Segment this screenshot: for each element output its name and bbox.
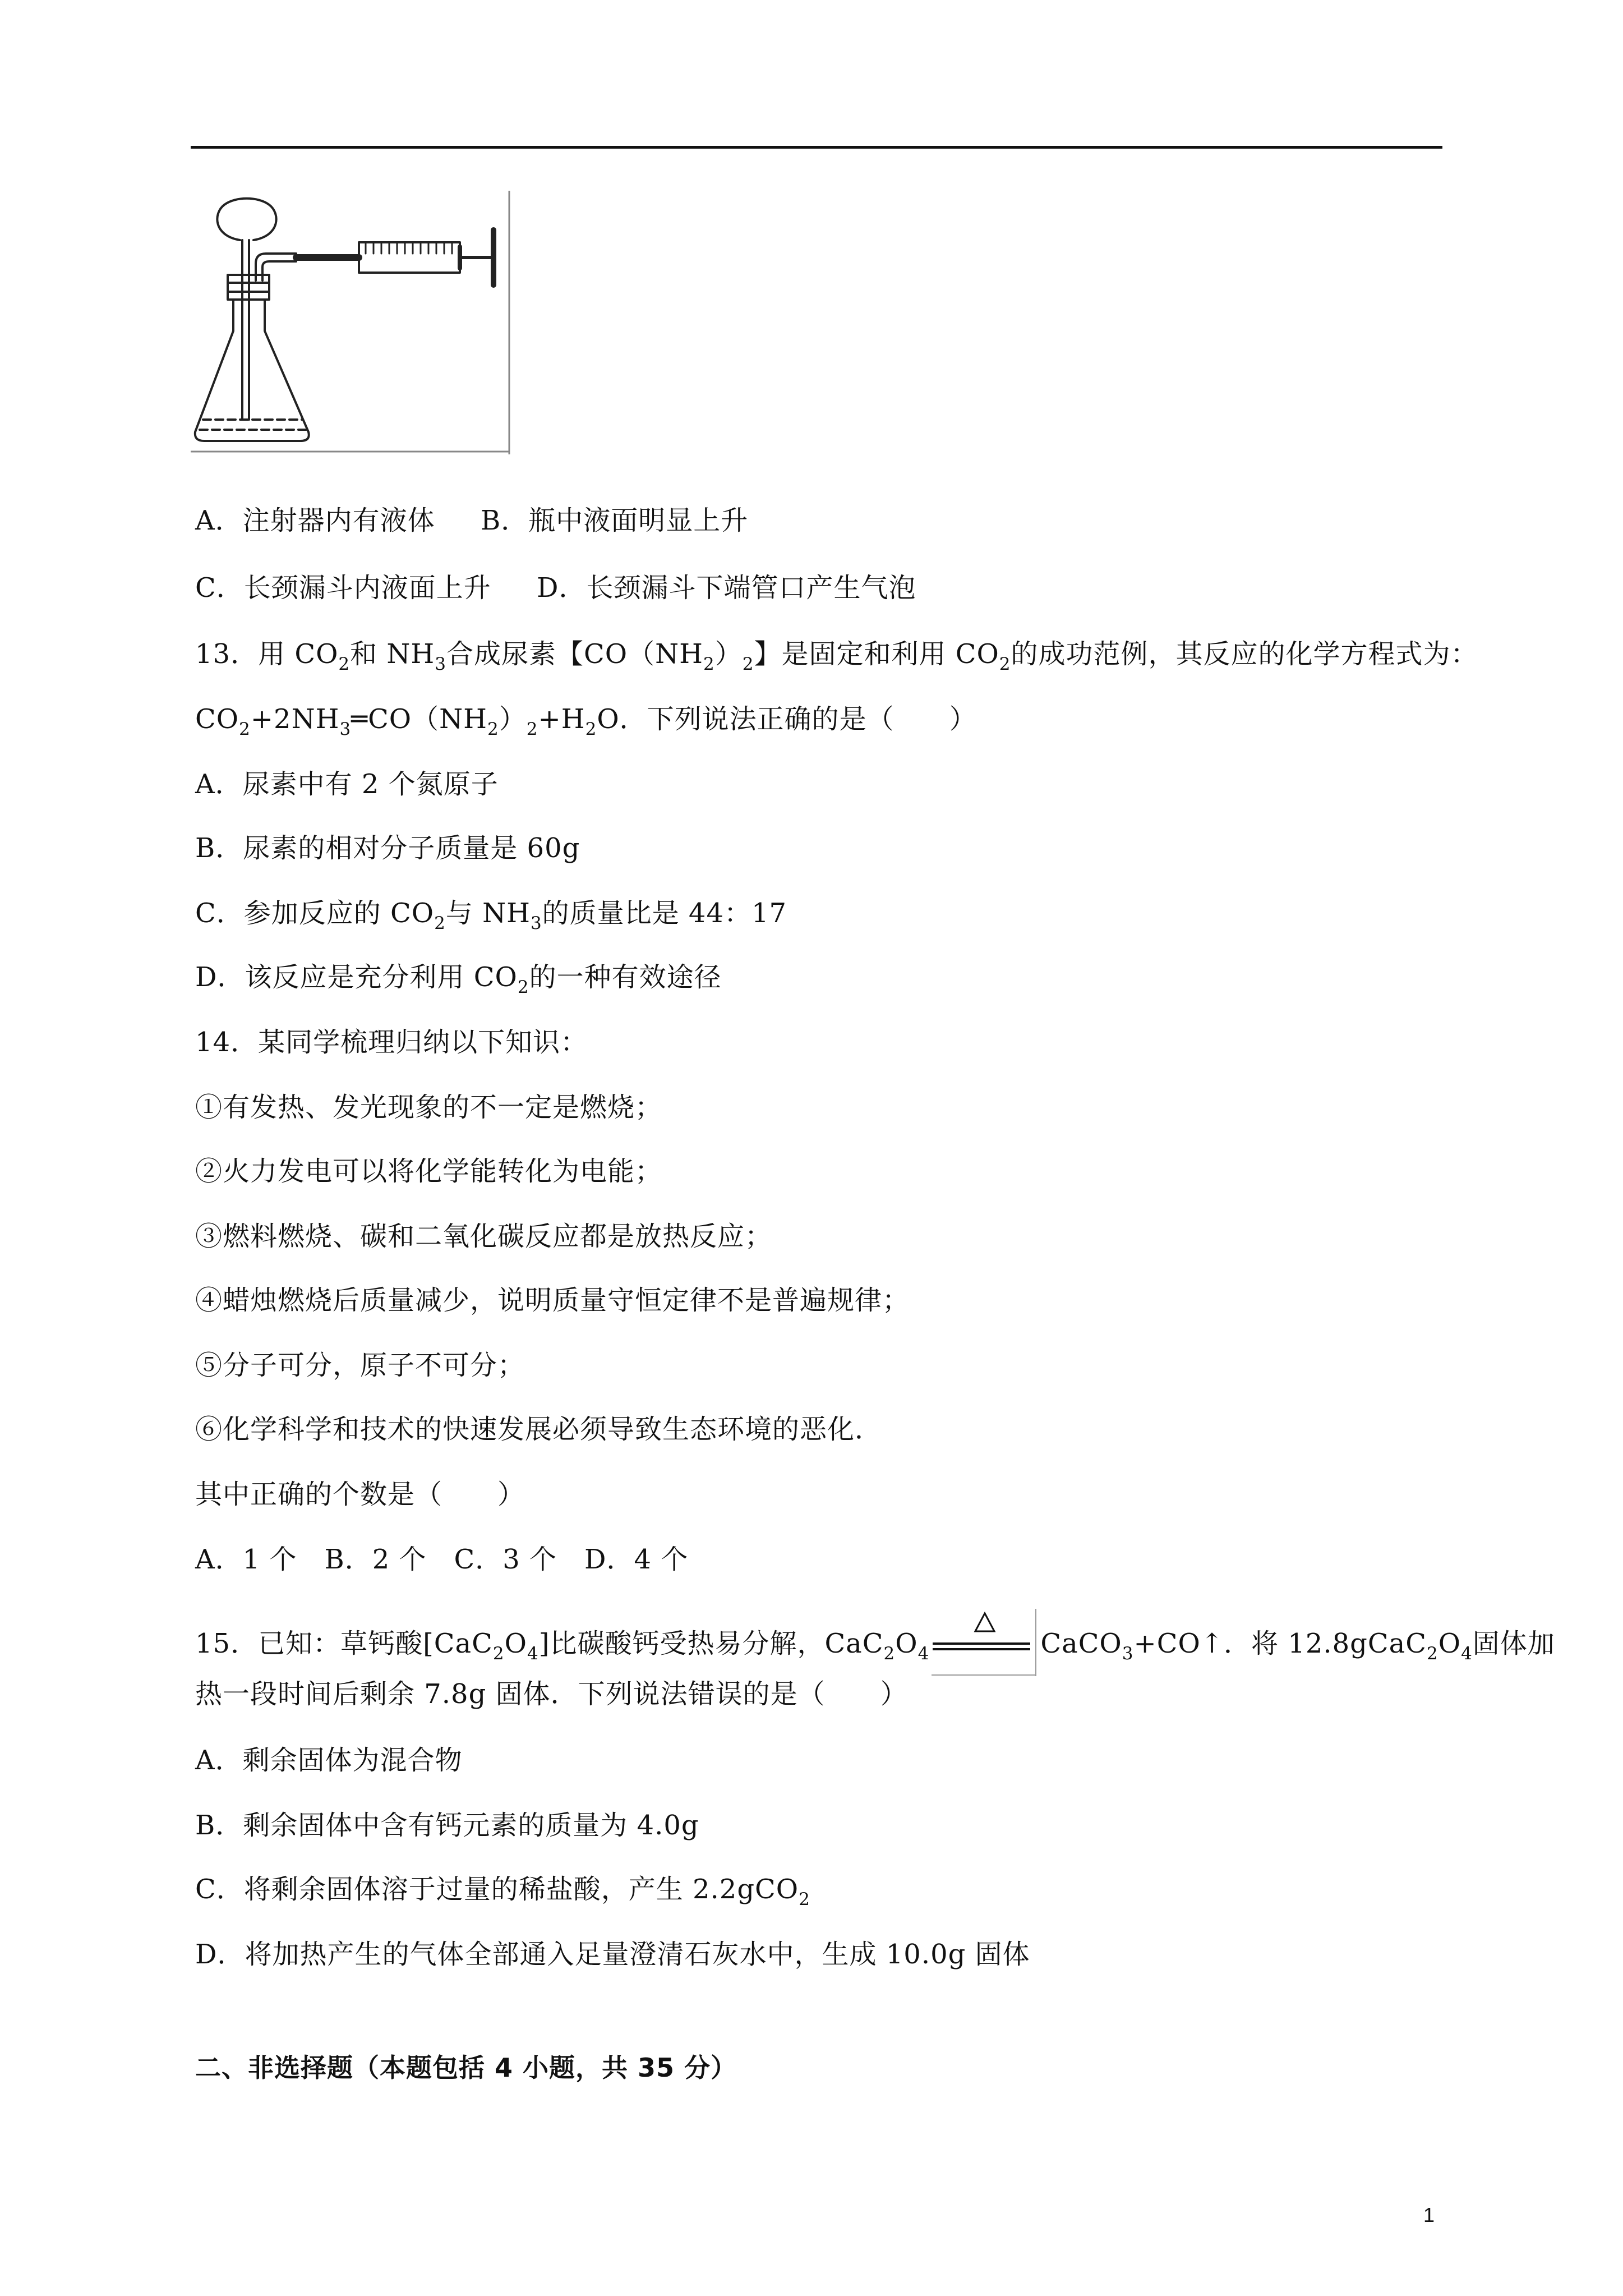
page-number: 1: [1423, 2203, 1435, 2226]
subscript: 3: [530, 913, 542, 933]
triangle-heat-icon: [932, 1609, 1038, 1676]
q14-item: [195, 1221, 772, 1252]
q15-text: O: [504, 1628, 527, 1659]
q15-text: C．将剩余固体溶于过量的稀盐酸，产生 2.2gCO: [195, 1874, 799, 1905]
subscript: 2: [434, 913, 446, 933]
subscript: 3: [1122, 1644, 1134, 1664]
q13-equation: [195, 703, 977, 739]
q14-question: [195, 1479, 525, 1510]
q15-option-c: [195, 1874, 810, 1910]
subscript: 2: [585, 719, 597, 739]
q13-text: D．该反应是充分利用 CO: [195, 961, 518, 993]
q13-option-a: [195, 769, 499, 800]
q15-option-a: [195, 1745, 463, 1776]
subscript: 2: [703, 654, 715, 674]
q15-text: ]比碳酸钙受热易分解，CaC: [538, 1628, 884, 1659]
q13-text: O．下列说法正确的是（ ）: [597, 703, 977, 735]
q15-option-b: [195, 1810, 699, 1841]
apparatus-diagram: [191, 191, 516, 454]
subscript: 3: [339, 719, 352, 739]
q15-option-b-text: B．剩余固体中含有钙元素的质量为 4.0g: [195, 1810, 699, 1841]
subscript: 2: [999, 654, 1011, 674]
q13-text: 和 NH: [350, 638, 435, 670]
q12-option-b: B．瓶中液面明显上升: [480, 505, 749, 536]
q15-text: 热一段时间后剩余 7.8g 固体．下列说法错误的是（ ）: [195, 1678, 908, 1710]
subscript: 2: [338, 654, 351, 674]
subscript: 2: [487, 719, 499, 739]
subscript: 4: [917, 1644, 930, 1664]
q14-item: [195, 1414, 882, 1445]
q13-text: C．参加反应的 CO: [195, 898, 435, 929]
q12-option-d: D．长颈漏斗下端管口产生气泡: [537, 572, 916, 604]
q14-stem-text: 14．某同学梳理归纳以下知识：: [195, 1027, 588, 1058]
q12-option-c: C．长颈漏斗内液面上升: [195, 572, 491, 604]
section-heading-text: 二、非选择题（本题包括 4 小题，共 35 分）: [195, 2053, 737, 2083]
heating-condition-sign: [932, 1609, 1038, 1676]
q14-item-text: ⑥化学科学和技术的快速发展必须导致生态环境的恶化．: [195, 1414, 883, 1445]
q15-stem: [195, 1609, 1555, 1676]
q13-text: ═CO（NH: [351, 703, 488, 735]
q15-text: CaCO: [1040, 1628, 1122, 1659]
q13-option-b: [195, 832, 580, 864]
q14-item: [195, 1350, 525, 1381]
subscript: 4: [527, 1644, 539, 1664]
q15-option-d-text: D．将加热产生的气体全部通入足量澄清石灰水中，生成 10.0g 固体: [195, 1939, 1030, 1970]
q15-option-a-text: A．剩余固体为混合物: [195, 1745, 463, 1776]
q14-item-text: ④蜡烛燃烧后质量减少，说明质量守恒定律不是普遍规律；: [195, 1285, 910, 1316]
q13-text: 的一种有效途径: [529, 961, 722, 993]
q15-text: O: [895, 1628, 918, 1659]
q13-text: 合成尿素【CO（NH: [446, 638, 703, 670]
q14-stem: [195, 1027, 588, 1058]
q14-item-text: ⑤分子可分，原子不可分；: [195, 1350, 525, 1381]
subscript: 2: [492, 1644, 505, 1664]
q14-item-text: ②火力发电可以将化学能转化为电能；: [195, 1156, 663, 1187]
q12-option-a: A．注射器内有液体: [195, 505, 435, 536]
subscript: 2: [239, 719, 251, 739]
q13-option-d: [195, 961, 722, 997]
q13-text: CO: [195, 703, 239, 735]
subscript: 4: [1461, 1644, 1473, 1664]
q13-option-b-text: B．尿素的相对分子质量是 60g: [195, 832, 580, 864]
q12-options-row-2: [195, 572, 916, 604]
q15-stem-line-2: [195, 1678, 908, 1710]
q13-text: 与 NH: [445, 898, 531, 929]
q14-item-text: ③燃料燃烧、碳和二氧化碳反应都是放热反应；: [195, 1221, 773, 1252]
q13-text: ）: [714, 638, 743, 670]
q13-option-c: [195, 898, 787, 933]
q14-options-text: A．1 个 B．2 个 C．3 个 D．4 个: [195, 1544, 689, 1575]
subscript: 2: [742, 654, 754, 674]
q12-options-row-1: [195, 505, 748, 536]
q15-text: 15．已知：草钙酸[CaC: [195, 1628, 493, 1659]
q13-text: ）: [499, 703, 527, 735]
q13-stem: [195, 638, 1478, 674]
q13-text: +2NH: [250, 703, 340, 735]
subscript: 2: [883, 1644, 896, 1664]
subscript: 3: [435, 654, 447, 674]
header-rule: [191, 146, 1442, 149]
q13-text: 13．用 CO: [195, 638, 339, 670]
subscript: 2: [517, 977, 529, 997]
q15-option-d: [195, 1939, 1030, 1970]
q14-item: [195, 1156, 662, 1187]
q13-text: 的成功范例，其反应的化学方程式为：: [1011, 638, 1478, 670]
subscript: 2: [1426, 1644, 1438, 1664]
q14-item: [195, 1092, 662, 1123]
q15-text: +CO↑．将 12.8gCaC: [1133, 1628, 1427, 1659]
subscript: 2: [799, 1889, 810, 1910]
section-heading: [195, 2052, 737, 2083]
q14-options: [195, 1544, 688, 1575]
q15-text: O: [1438, 1628, 1461, 1659]
q13-text: 】是固定和利用 CO: [754, 638, 999, 670]
q13-text: +H: [538, 703, 585, 735]
q15-text: 固体加: [1472, 1628, 1555, 1659]
q14-question-text: 其中正确的个数是（ ）: [195, 1479, 525, 1510]
q13-text: 的质量比是 44：17: [542, 898, 787, 929]
q14-item: [195, 1285, 910, 1316]
subscript: 2: [526, 719, 538, 739]
q13-option-a-text: A．尿素中有 2 个氮原子: [195, 769, 499, 800]
q14-item-text: ①有发热、发光现象的不一定是燃烧；: [195, 1092, 663, 1123]
